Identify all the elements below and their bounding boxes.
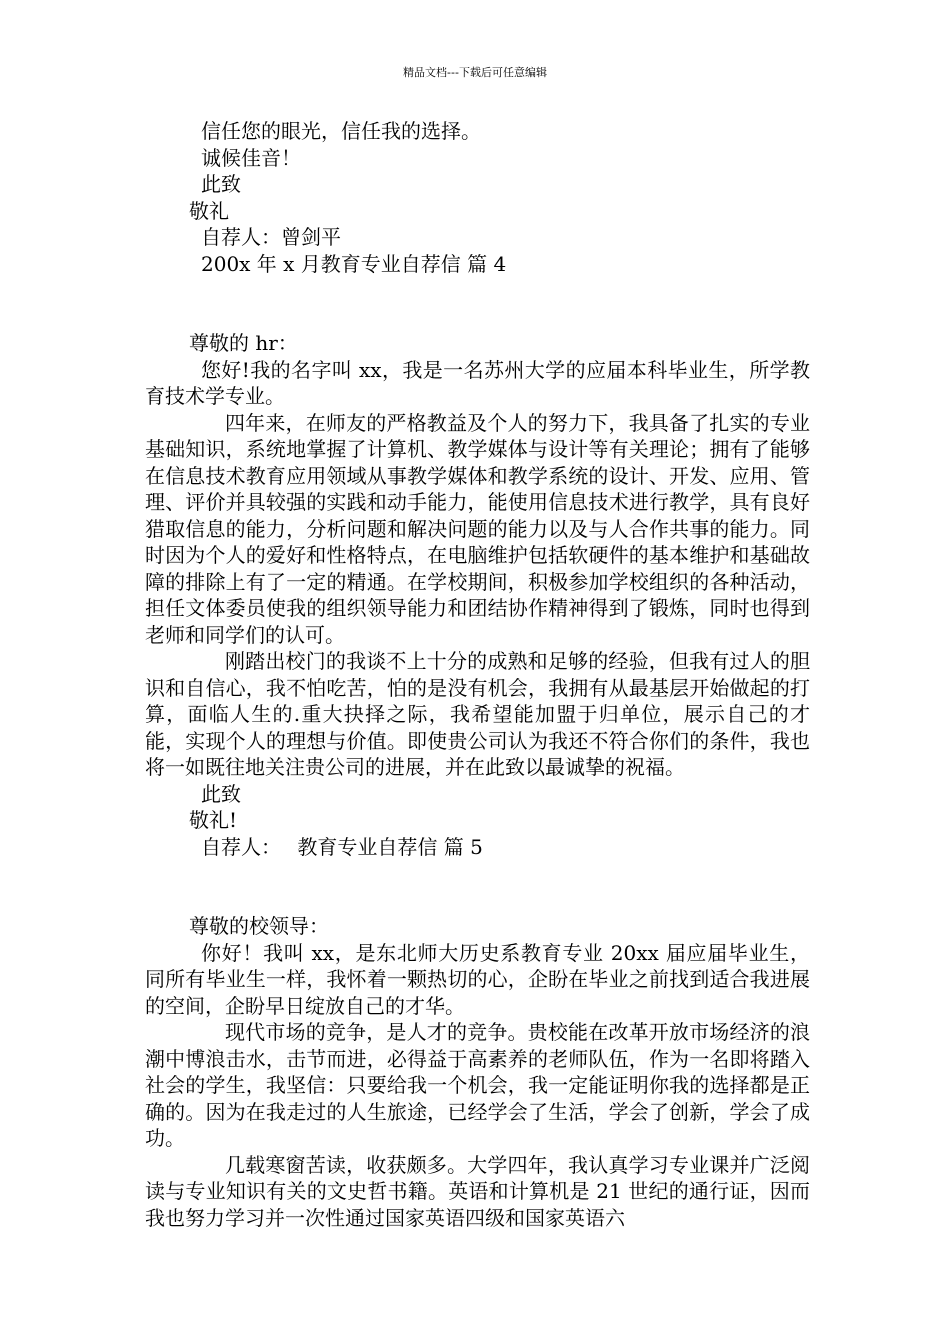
paragraph: 四年来，在师友的严格教益及个人的努力下，我具备了扎实的专业基础知识，系统地掌握了计算机、教学媒体与设计等有关理论；拥有了能够在信息技术教育应用领域从事教学媒体和教学系统的设计、开发、应用、管理、评价并具较强的实践和动手能力，能使用信息技术进行教学，具有良好猎取信息的能力，分析问题和解决问题的能力以及与人合作共事的能力。同时因为个人的爱好和性格特点，在电脑维护包括软硬件的基本维护和基础故障的排除上有了一定的精通。在学校期间，积极参加学校组织的各种活动，担任文体委员使我的组织领导能力和团结协作精神得到了锻炼，同时也得到老师和同学们的认可。 [145, 410, 810, 647]
closing-line: 敬礼! [189, 808, 238, 832]
spacer [145, 860, 810, 913]
closing-line: 诚候佳音！ [201, 145, 301, 170]
paragraph: 刚踏出校门的我谈不上十分的成熟和足够的经验，但我有过人的胆识和自信心，我不怕吃苦，怕的是没有机会，我拥有从最基层开始做起的打算，面临人生的.重大抉择之际，我希望能加盟于归单位，展示自己的才能，实现个人的理想与价值。即使贵公司认为我还不符合你们的条件，我也将一如既往地关注贵公司的进展，并在此致以最诚挚的祝福。 [145, 649, 810, 779]
closing-line: 信任您的眼光，信任我的选择。 [201, 119, 481, 143]
paragraph: 几载寒窗苦读，收获颇多。大学四年，我认真学习专业课并广泛阅读与专业知识有关的文史哲书籍。英语和计算机是 21 世纪的通行证，因而我也努力学习并一次性通过国家英语四级和国家英语六 [145, 1152, 810, 1230]
salutation: 尊敬的 hr： [189, 331, 298, 355]
signature-line: 自荐人： 教育专业自荐信 篇 5 [201, 834, 483, 859]
paragraph: 现代市场的竞争，是人才的竞争。贵校能在改革开放市场经济的浪潮中博浪击水，击节而进，必得益于高素养的老师队伍，作为一名即将踏入社会的学生，我坚信：只要给我一个机会，我一定能证明你我的选择都是正确的。因为在我走过的人生旅途，已经学会了生活，学会了创新，学会了成功。 [145, 1020, 810, 1150]
closing-line: 此致 [201, 781, 241, 806]
paragraph: 你好！我叫 xx，是东北师大历史系教育专业 20xx 届应届毕业生，同所有毕业生一样，我怀着一颗热切的心，企盼在毕业之前找到适合我进展的空间，企盼早日绽放自己的才华。 [145, 940, 810, 1018]
paragraph: 您好!我的名字叫 xx，我是一名苏州大学的应届本科毕业生，所学教育技术学专业。 [145, 357, 810, 408]
closing-line: 敬礼 [189, 198, 229, 223]
signature-line: 自荐人：曾剑平 [201, 225, 341, 249]
section-heading: 200x 年 x 月教育专业自荐信 篇 4 [201, 251, 507, 276]
closing-line: 此致 [201, 172, 241, 196]
document-header: 精品文档---下载后可任意编辑 [403, 66, 547, 79]
document-body [145, 118, 810, 1231]
salutation: 尊敬的校领导： [189, 914, 329, 938]
spacer [145, 277, 810, 330]
